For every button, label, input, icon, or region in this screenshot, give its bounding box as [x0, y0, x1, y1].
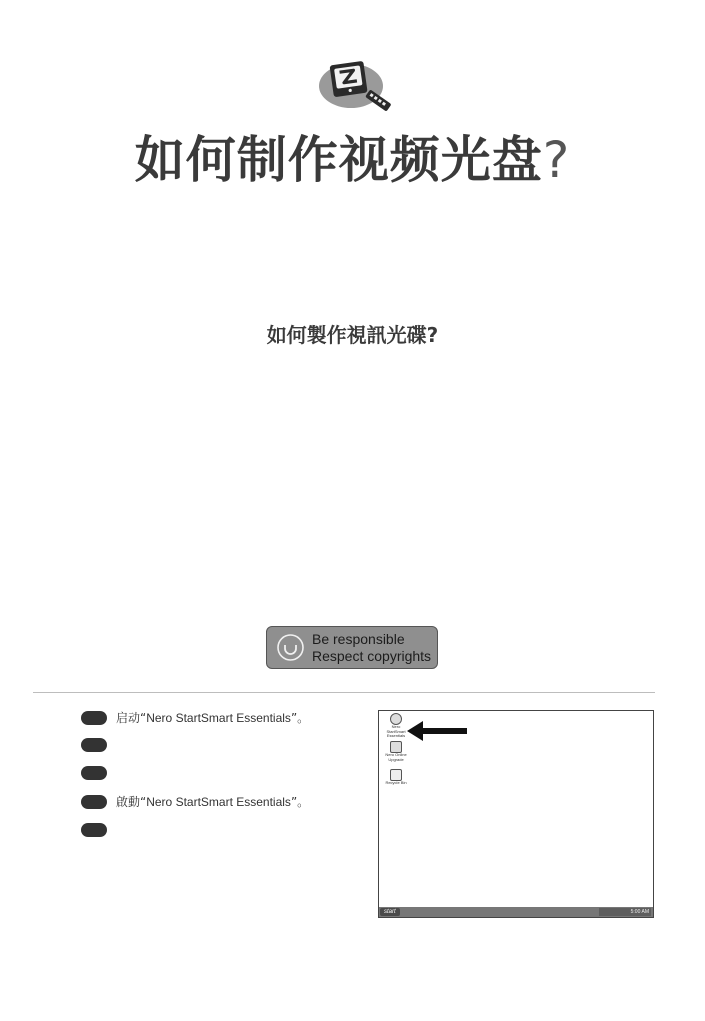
video-disc-logo-icon [317, 58, 393, 118]
badge-line-1: Be responsible [312, 631, 405, 647]
badge-line-2: Respect copyrights [312, 648, 432, 664]
page-title-question-mark: ? [542, 131, 571, 189]
page-title-text: 如何制作视频光盘 [134, 131, 543, 189]
language-pill [81, 738, 107, 752]
start-button[interactable]: start [380, 908, 400, 916]
clock: 5:00 AM [630, 909, 649, 915]
step-text: 啟動“Nero StartSmart Essentials”。 [116, 795, 310, 809]
page-subtitle: 如何製作視訊光碟? [266, 323, 439, 347]
page-title [0, 124, 705, 196]
desktop-icon-recycle-bin[interactable]: Recycle Bin [385, 769, 407, 786]
divider [33, 692, 655, 693]
desktop-icon-nero-upgrade[interactable]: Nero Online Upgrade [385, 741, 407, 762]
copyright-badge [266, 626, 438, 669]
system-tray [599, 908, 651, 916]
language-pill [81, 823, 107, 837]
taskbar [379, 907, 653, 917]
power-circle-icon [277, 634, 304, 661]
language-pill [81, 766, 107, 780]
desktop-screenshot [378, 710, 654, 918]
language-pill [81, 711, 107, 725]
arrow-left-icon [407, 721, 467, 741]
language-pill [81, 795, 107, 809]
step-text: 启动“Nero StartSmart Essentials”。 [116, 711, 310, 725]
desktop-icon-nero-startsmart[interactable]: Nero StartSmart Essentials [385, 713, 407, 739]
